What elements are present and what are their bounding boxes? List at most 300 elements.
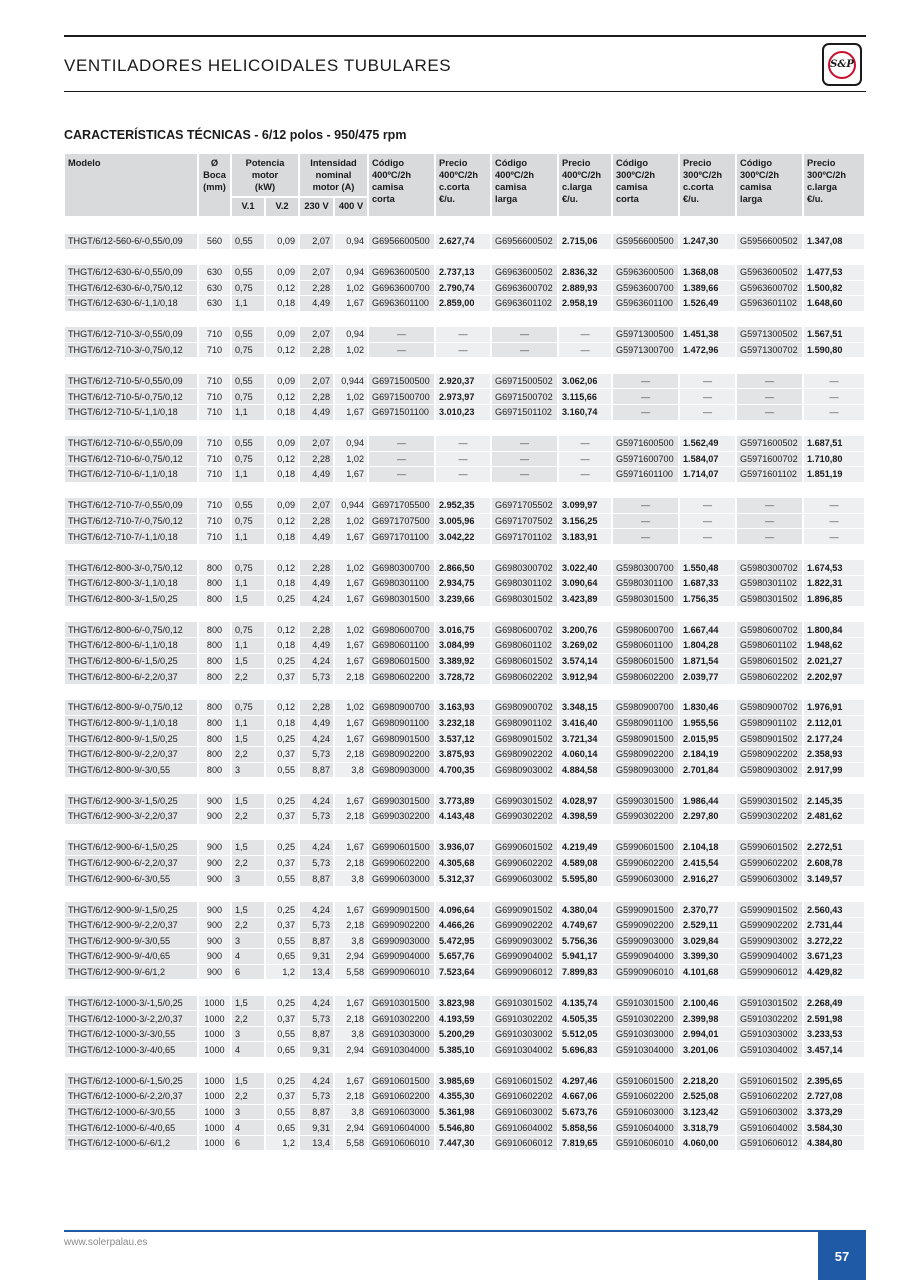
cell-codigo-400-corta: G6980600700 [369,622,436,638]
cell-codigo-400-corta: G6910601500 [369,1073,436,1089]
cell-boca: 800 [199,638,232,654]
cell-modelo: THGT/6/12-1000-6/-1,5/0,25 [65,1073,199,1089]
cell-codigo-400-corta: G6980301100 [369,576,436,592]
cell-potencia-v2: 0,12 [266,514,300,530]
cell-codigo-300-larga: G5910304002 [737,1042,804,1058]
cell-codigo-400-corta: G6990301500 [369,794,436,810]
cell-intensidad-230v: 8,87 [300,1027,335,1043]
cell-boca: 710 [199,327,232,343]
spacer-cell [65,483,866,498]
cell-codigo-300-corta: G5980900700 [613,700,680,716]
cell-boca: 630 [199,296,232,312]
cell-precio-400-larga: 4.028,97 [559,794,613,810]
cell-precio-300-larga: 4.384,80 [804,1136,866,1152]
cell-codigo-300-larga: G5910301502 [737,996,804,1012]
cell-codigo-400-corta: G6963600700 [369,281,436,297]
cell-boca: 1000 [199,1120,232,1136]
cell-intensidad-400v: 3,8 [335,1027,369,1043]
cell-intensidad-400v: 1,67 [335,731,369,747]
cell-modelo: THGT/6/12-900-6/-2,2/0,37 [65,856,199,872]
cell-potencia-v2: 0,65 [266,1120,300,1136]
cell-precio-300-corta: — [680,529,737,545]
cell-modelo: THGT/6/12-710-6/-0,55/0,09 [65,436,199,452]
cell-precio-400-larga: 4.297,46 [559,1073,613,1089]
cell-codigo-300-corta: G5990302200 [613,809,680,825]
cell-precio-300-larga: 1.674,53 [804,560,866,576]
cell-codigo-400-larga: G6971705502 [492,498,559,514]
cell-potencia-v1: 0,75 [232,389,266,405]
cell-modelo: THGT/6/12-900-6/-3/0,55 [65,871,199,887]
cell-codigo-400-larga: G6910603002 [492,1105,559,1121]
group-spacer [65,685,866,700]
cell-codigo-400-corta: — [369,452,436,468]
cell-codigo-400-corta: G6980901500 [369,731,436,747]
cell-precio-300-larga: 2.272,51 [804,840,866,856]
cell-precio-300-corta: 1.526,49 [680,296,737,312]
cell-precio-400-larga: — [559,467,613,483]
cell-codigo-400-larga: G6963600502 [492,265,559,281]
cell-precio-300-corta: 2.100,46 [680,996,737,1012]
cell-codigo-300-corta: G5910301500 [613,996,680,1012]
cell-codigo-300-corta: G5910606010 [613,1136,680,1152]
cell-boca: 800 [199,591,232,607]
cell-codigo-300-corta: G5980902200 [613,747,680,763]
cell-precio-300-larga: — [804,374,866,390]
cell-precio-400-larga: 4.505,35 [559,1011,613,1027]
cell-intensidad-400v: 1,67 [335,576,369,592]
cell-codigo-300-corta: G5910302200 [613,1011,680,1027]
cell-precio-400-larga: 3.115,66 [559,389,613,405]
header-precio-300-corta: Precio 300ºC/2h c.corta €/u. [680,154,737,218]
cell-modelo: THGT/6/12-1000-6/-6/1,2 [65,1136,199,1152]
table-row [65,327,866,343]
cell-codigo-300-corta: — [613,405,680,421]
cell-precio-400-larga: 3.156,25 [559,514,613,530]
cell-intensidad-400v: 1,02 [335,622,369,638]
group-spacer [65,250,866,265]
cell-codigo-400-corta: G6990901500 [369,902,436,918]
table-row [65,343,866,359]
cell-precio-300-larga: 3.671,23 [804,949,866,965]
cell-modelo: THGT/6/12-710-6/-1,1/0,18 [65,467,199,483]
cell-codigo-300-larga: — [737,498,804,514]
cell-potencia-v2: 0,18 [266,467,300,483]
cell-codigo-400-corta: G6980901100 [369,716,436,732]
table-row [65,1027,866,1043]
cell-codigo-400-corta: G6980601100 [369,638,436,654]
cell-modelo: THGT/6/12-710-5/-1,1/0,18 [65,405,199,421]
cell-precio-300-corta: — [680,514,737,530]
cell-modelo: THGT/6/12-800-9/-1,5/0,25 [65,731,199,747]
cell-potencia-v2: 0,37 [266,918,300,934]
cell-codigo-400-larga: — [492,327,559,343]
cell-codigo-400-larga: G6990301502 [492,794,559,810]
cell-precio-400-larga: 3.423,89 [559,591,613,607]
cell-precio-300-larga: 1.800,84 [804,622,866,638]
table-header [65,154,866,218]
cell-precio-400-corta: 3.239,66 [436,591,492,607]
cell-precio-400-corta: 2.920,37 [436,374,492,390]
cell-codigo-300-larga: G5980601102 [737,638,804,654]
cell-potencia-v2: 0,12 [266,389,300,405]
cell-intensidad-230v: 9,31 [300,1120,335,1136]
cell-potencia-v2: 0,12 [266,700,300,716]
cell-precio-300-larga: 3.233,53 [804,1027,866,1043]
header-v2: V.2 [266,198,300,218]
cell-boca: 900 [199,949,232,965]
cell-codigo-400-corta: G6910602200 [369,1089,436,1105]
cell-modelo: THGT/6/12-800-6/-1,1/0,18 [65,638,199,654]
cell-intensidad-400v: 1,67 [335,1073,369,1089]
header-modelo: Modelo [65,154,199,218]
spacer-cell [65,1058,866,1073]
table-row [65,933,866,949]
cell-modelo: THGT/6/12-710-5/-0,75/0,12 [65,389,199,405]
cell-codigo-400-corta: G6990903000 [369,933,436,949]
cell-precio-300-corta: 2.916,27 [680,871,737,887]
cell-codigo-400-larga: G6971500702 [492,389,559,405]
cell-precio-300-corta: 4.101,68 [680,965,737,981]
cell-intensidad-230v: 5,73 [300,1089,335,1105]
cell-codigo-300-corta: G5910303000 [613,1027,680,1043]
cell-modelo: THGT/6/12-710-5/-0,55/0,09 [65,374,199,390]
cell-precio-300-larga: 1.567,51 [804,327,866,343]
cell-precio-400-larga: 5.696,83 [559,1042,613,1058]
cell-potencia-v2: 0,12 [266,281,300,297]
cell-modelo: THGT/6/12-1000-3/-1,5/0,25 [65,996,199,1012]
cell-codigo-300-larga: G5980900702 [737,700,804,716]
cell-potencia-v1: 3 [232,1027,266,1043]
cell-codigo-400-larga: G6990906012 [492,965,559,981]
cell-codigo-300-larga: — [737,514,804,530]
cell-boca: 710 [199,389,232,405]
group-spacer [65,825,866,840]
cell-intensidad-230v: 4,49 [300,529,335,545]
cell-boca: 710 [199,343,232,359]
cell-potencia-v1: 2,2 [232,856,266,872]
cell-boca: 1000 [199,1136,232,1152]
cell-potencia-v1: 2,2 [232,809,266,825]
cell-precio-300-corta: — [680,498,737,514]
cell-codigo-300-larga: G5963600702 [737,281,804,297]
cell-potencia-v2: 0,09 [266,498,300,514]
table-row [65,591,866,607]
cell-codigo-300-corta: G5990902200 [613,918,680,934]
cell-intensidad-230v: 2,07 [300,498,335,514]
cell-intensidad-400v: 1,67 [335,654,369,670]
cell-codigo-300-corta: — [613,514,680,530]
cell-intensidad-400v: 1,67 [335,591,369,607]
cell-precio-400-corta: 7.447,30 [436,1136,492,1152]
cell-intensidad-400v: 2,18 [335,809,369,825]
cell-codigo-300-corta: G5971600500 [613,436,680,452]
group-spacer [65,545,866,560]
cell-codigo-400-larga: G6971707502 [492,514,559,530]
cell-codigo-400-larga: G6990603002 [492,871,559,887]
cell-precio-400-corta: 5.200,29 [436,1027,492,1043]
cell-intensidad-230v: 8,87 [300,763,335,779]
cell-precio-300-corta: — [680,374,737,390]
cell-boca: 900 [199,871,232,887]
cell-precio-300-larga: 2.608,78 [804,856,866,872]
cell-codigo-300-larga: G5971600502 [737,436,804,452]
cell-codigo-300-larga: G5971300702 [737,343,804,359]
cell-codigo-300-larga: G5990906012 [737,965,804,981]
cell-boca: 800 [199,731,232,747]
cell-intensidad-400v: 1,02 [335,560,369,576]
cell-intensidad-230v: 4,49 [300,467,335,483]
cell-potencia-v2: 0,18 [266,296,300,312]
cell-precio-300-larga: 2.481,62 [804,809,866,825]
cell-boca: 800 [199,560,232,576]
table-row [65,514,866,530]
cell-codigo-300-corta: G5980300700 [613,560,680,576]
cell-precio-400-corta: 5.546,80 [436,1120,492,1136]
cell-codigo-400-corta: G6980300700 [369,560,436,576]
cell-precio-400-larga: 4.589,08 [559,856,613,872]
cell-codigo-300-larga: G5980602202 [737,669,804,685]
cell-precio-400-larga: 3.416,40 [559,716,613,732]
cell-precio-300-corta: 1.871,54 [680,654,737,670]
cell-modelo: THGT/6/12-1000-3/-2,2/0,37 [65,1011,199,1027]
cell-intensidad-230v: 2,07 [300,327,335,343]
table-row [65,405,866,421]
cell-precio-400-corta: 4.466,26 [436,918,492,934]
cell-intensidad-230v: 4,49 [300,638,335,654]
cell-intensidad-230v: 4,24 [300,1073,335,1089]
cell-precio-400-larga: 3.062,06 [559,374,613,390]
cell-precio-400-larga: 3.574,14 [559,654,613,670]
cell-precio-400-larga: 7.819,65 [559,1136,613,1152]
cell-boca: 710 [199,467,232,483]
cell-codigo-300-corta: G5956600500 [613,234,680,250]
cell-potencia-v2: 0,55 [266,763,300,779]
cell-intensidad-230v: 5,73 [300,918,335,934]
cell-potencia-v2: 0,09 [266,374,300,390]
cell-intensidad-230v: 2,07 [300,234,335,250]
cell-modelo: THGT/6/12-900-3/-1,5/0,25 [65,794,199,810]
specs-table [65,154,866,1151]
cell-codigo-300-larga: G5990901502 [737,902,804,918]
cell-precio-300-larga: — [804,389,866,405]
cell-precio-400-larga: 7.899,83 [559,965,613,981]
cell-potencia-v2: 0,12 [266,560,300,576]
cell-modelo: THGT/6/12-710-3/-0,75/0,12 [65,343,199,359]
cell-intensidad-230v: 13,4 [300,965,335,981]
cell-potencia-v1: 1,5 [232,654,266,670]
table-row [65,622,866,638]
cell-potencia-v2: 0,25 [266,731,300,747]
cell-potencia-v1: 0,55 [232,498,266,514]
cell-precio-300-larga: 3.149,57 [804,871,866,887]
cell-modelo: THGT/6/12-710-6/-0,75/0,12 [65,452,199,468]
cell-boca: 710 [199,436,232,452]
cell-precio-300-corta: 2.701,84 [680,763,737,779]
cell-precio-400-corta: 2.866,50 [436,560,492,576]
cell-codigo-300-corta: G5963600700 [613,281,680,297]
cell-precio-400-larga: 5.858,56 [559,1120,613,1136]
cell-codigo-400-larga: G6910604002 [492,1120,559,1136]
cell-precio-400-corta: 4.193,59 [436,1011,492,1027]
cell-potencia-v2: 0,25 [266,591,300,607]
cell-codigo-400-larga: G6990302202 [492,809,559,825]
header-rule [64,91,866,92]
cell-intensidad-230v: 2,28 [300,700,335,716]
cell-potencia-v2: 0,18 [266,638,300,654]
cell-intensidad-400v: 3,8 [335,933,369,949]
cell-intensidad-230v: 2,28 [300,514,335,530]
cell-precio-300-corta: 1.756,35 [680,591,737,607]
cell-potencia-v1: 1,5 [232,1073,266,1089]
cell-intensidad-400v: 2,94 [335,949,369,965]
cell-modelo: THGT/6/12-900-9/-3/0,55 [65,933,199,949]
cell-codigo-400-corta: G6963600500 [369,265,436,281]
table-row [65,809,866,825]
cell-potencia-v2: 0,12 [266,452,300,468]
cell-boca: 800 [199,716,232,732]
table-row [65,965,866,981]
header-boca: Ø Boca (mm) [199,154,232,218]
cell-boca: 900 [199,809,232,825]
cell-intensidad-230v: 2,28 [300,560,335,576]
cell-codigo-300-larga: G5980301102 [737,576,804,592]
cell-precio-400-larga: 5.941,17 [559,949,613,965]
cell-precio-300-corta: — [680,405,737,421]
cell-intensidad-400v: 2,18 [335,669,369,685]
header-230v: 230 V [300,198,335,218]
cell-precio-400-corta: 5.361,98 [436,1105,492,1121]
cell-modelo: THGT/6/12-560-6/-0,55/0,09 [65,234,199,250]
cell-precio-300-corta: 1.550,48 [680,560,737,576]
cell-potencia-v1: 1,5 [232,731,266,747]
cell-codigo-400-corta: G6990902200 [369,918,436,934]
footer-url: www.solerpalau.es [64,1237,148,1248]
cell-intensidad-230v: 2,07 [300,265,335,281]
table-row [65,1011,866,1027]
cell-precio-400-corta: 2.934,75 [436,576,492,592]
cell-potencia-v1: 1,5 [232,840,266,856]
cell-codigo-300-larga: G5980901502 [737,731,804,747]
cell-codigo-300-larga: G5980901102 [737,716,804,732]
cell-codigo-400-larga: G6910601502 [492,1073,559,1089]
cell-precio-300-corta: 3.123,42 [680,1105,737,1121]
cell-intensidad-400v: 2,18 [335,747,369,763]
spacer-cell [65,778,866,793]
cell-precio-300-larga: 2.145,35 [804,794,866,810]
group-spacer [65,607,866,622]
cell-precio-300-corta: 4.060,00 [680,1136,737,1152]
cell-codigo-400-corta: G6980902200 [369,747,436,763]
table-body [65,218,866,1151]
cell-codigo-400-corta: — [369,343,436,359]
page-number: 57 [818,1232,866,1280]
cell-potencia-v2: 0,65 [266,1042,300,1058]
cell-codigo-400-larga: G6980902202 [492,747,559,763]
cell-intensidad-400v: 2,18 [335,856,369,872]
cell-precio-300-corta: 3.399,30 [680,949,737,965]
cell-codigo-300-corta: G5990903000 [613,933,680,949]
table-row [65,436,866,452]
cell-boca: 900 [199,933,232,949]
cell-precio-300-corta: 2.529,11 [680,918,737,934]
cell-precio-400-corta: 3.042,22 [436,529,492,545]
cell-codigo-400-corta: G6990904000 [369,949,436,965]
cell-precio-300-larga: 1.648,60 [804,296,866,312]
cell-potencia-v1: 1,5 [232,996,266,1012]
cell-precio-400-larga: 4.749,67 [559,918,613,934]
cell-codigo-400-corta: G6963601100 [369,296,436,312]
cell-precio-300-corta: 2.399,98 [680,1011,737,1027]
cell-precio-400-larga: 4.380,04 [559,902,613,918]
cell-boca: 710 [199,529,232,545]
cell-intensidad-400v: 1,67 [335,405,369,421]
cell-codigo-300-larga: G5910602202 [737,1089,804,1105]
cell-precio-400-corta: 4.143,48 [436,809,492,825]
cell-intensidad-400v: 1,67 [335,840,369,856]
spacer-cell [65,312,866,327]
cell-precio-300-larga: 2.560,43 [804,902,866,918]
cell-codigo-300-corta: G5980601500 [613,654,680,670]
cell-codigo-300-corta: G5980301100 [613,576,680,592]
cell-precio-300-larga: — [804,498,866,514]
cell-precio-400-larga: 2.715,06 [559,234,613,250]
cell-intensidad-400v: 0,944 [335,498,369,514]
cell-codigo-300-larga: G5910302202 [737,1011,804,1027]
cell-intensidad-230v: 13,4 [300,1136,335,1152]
cell-potencia-v1: 0,55 [232,374,266,390]
table-row [65,1136,866,1152]
header-400v: 400 V [335,198,369,218]
cell-precio-400-larga: 4.667,06 [559,1089,613,1105]
cell-potencia-v1: 1,1 [232,296,266,312]
cell-codigo-300-corta: G5971601100 [613,467,680,483]
cell-precio-400-corta: 3.232,18 [436,716,492,732]
cell-modelo: THGT/6/12-800-6/-1,5/0,25 [65,654,199,670]
cell-codigo-400-larga: G6980601502 [492,654,559,670]
cell-precio-400-corta: 3.016,75 [436,622,492,638]
cell-potencia-v1: 0,55 [232,436,266,452]
cell-boca: 900 [199,856,232,872]
cell-precio-300-larga: 1.500,82 [804,281,866,297]
cell-intensidad-230v: 4,24 [300,591,335,607]
cell-precio-300-corta: 1.247,30 [680,234,737,250]
cell-precio-300-corta: 1.714,07 [680,467,737,483]
cell-codigo-400-larga: G6910301502 [492,996,559,1012]
table-row [65,389,866,405]
table-row [65,265,866,281]
cell-codigo-400-corta: G6980301500 [369,591,436,607]
cell-intensidad-230v: 9,31 [300,1042,335,1058]
cell-precio-400-corta: 3.010,23 [436,405,492,421]
cell-precio-400-corta: 5.472,95 [436,933,492,949]
cell-codigo-300-larga: G5980601502 [737,654,804,670]
group-spacer [65,218,866,234]
cell-codigo-300-larga: G5956600502 [737,234,804,250]
cell-codigo-300-corta: G5990603000 [613,871,680,887]
cell-codigo-300-larga: G5990302202 [737,809,804,825]
cell-codigo-300-larga: G5971600702 [737,452,804,468]
cell-potencia-v2: 0,37 [266,809,300,825]
cell-precio-400-larga: 3.090,64 [559,576,613,592]
cell-precio-400-corta: 3.084,99 [436,638,492,654]
cell-codigo-400-corta: G6910603000 [369,1105,436,1121]
table-row [65,902,866,918]
cell-potencia-v1: 3 [232,763,266,779]
cell-potencia-v1: 2,2 [232,918,266,934]
cell-precio-400-corta: 3.389,92 [436,654,492,670]
cell-codigo-300-larga: G5971601102 [737,467,804,483]
group-spacer [65,1058,866,1073]
